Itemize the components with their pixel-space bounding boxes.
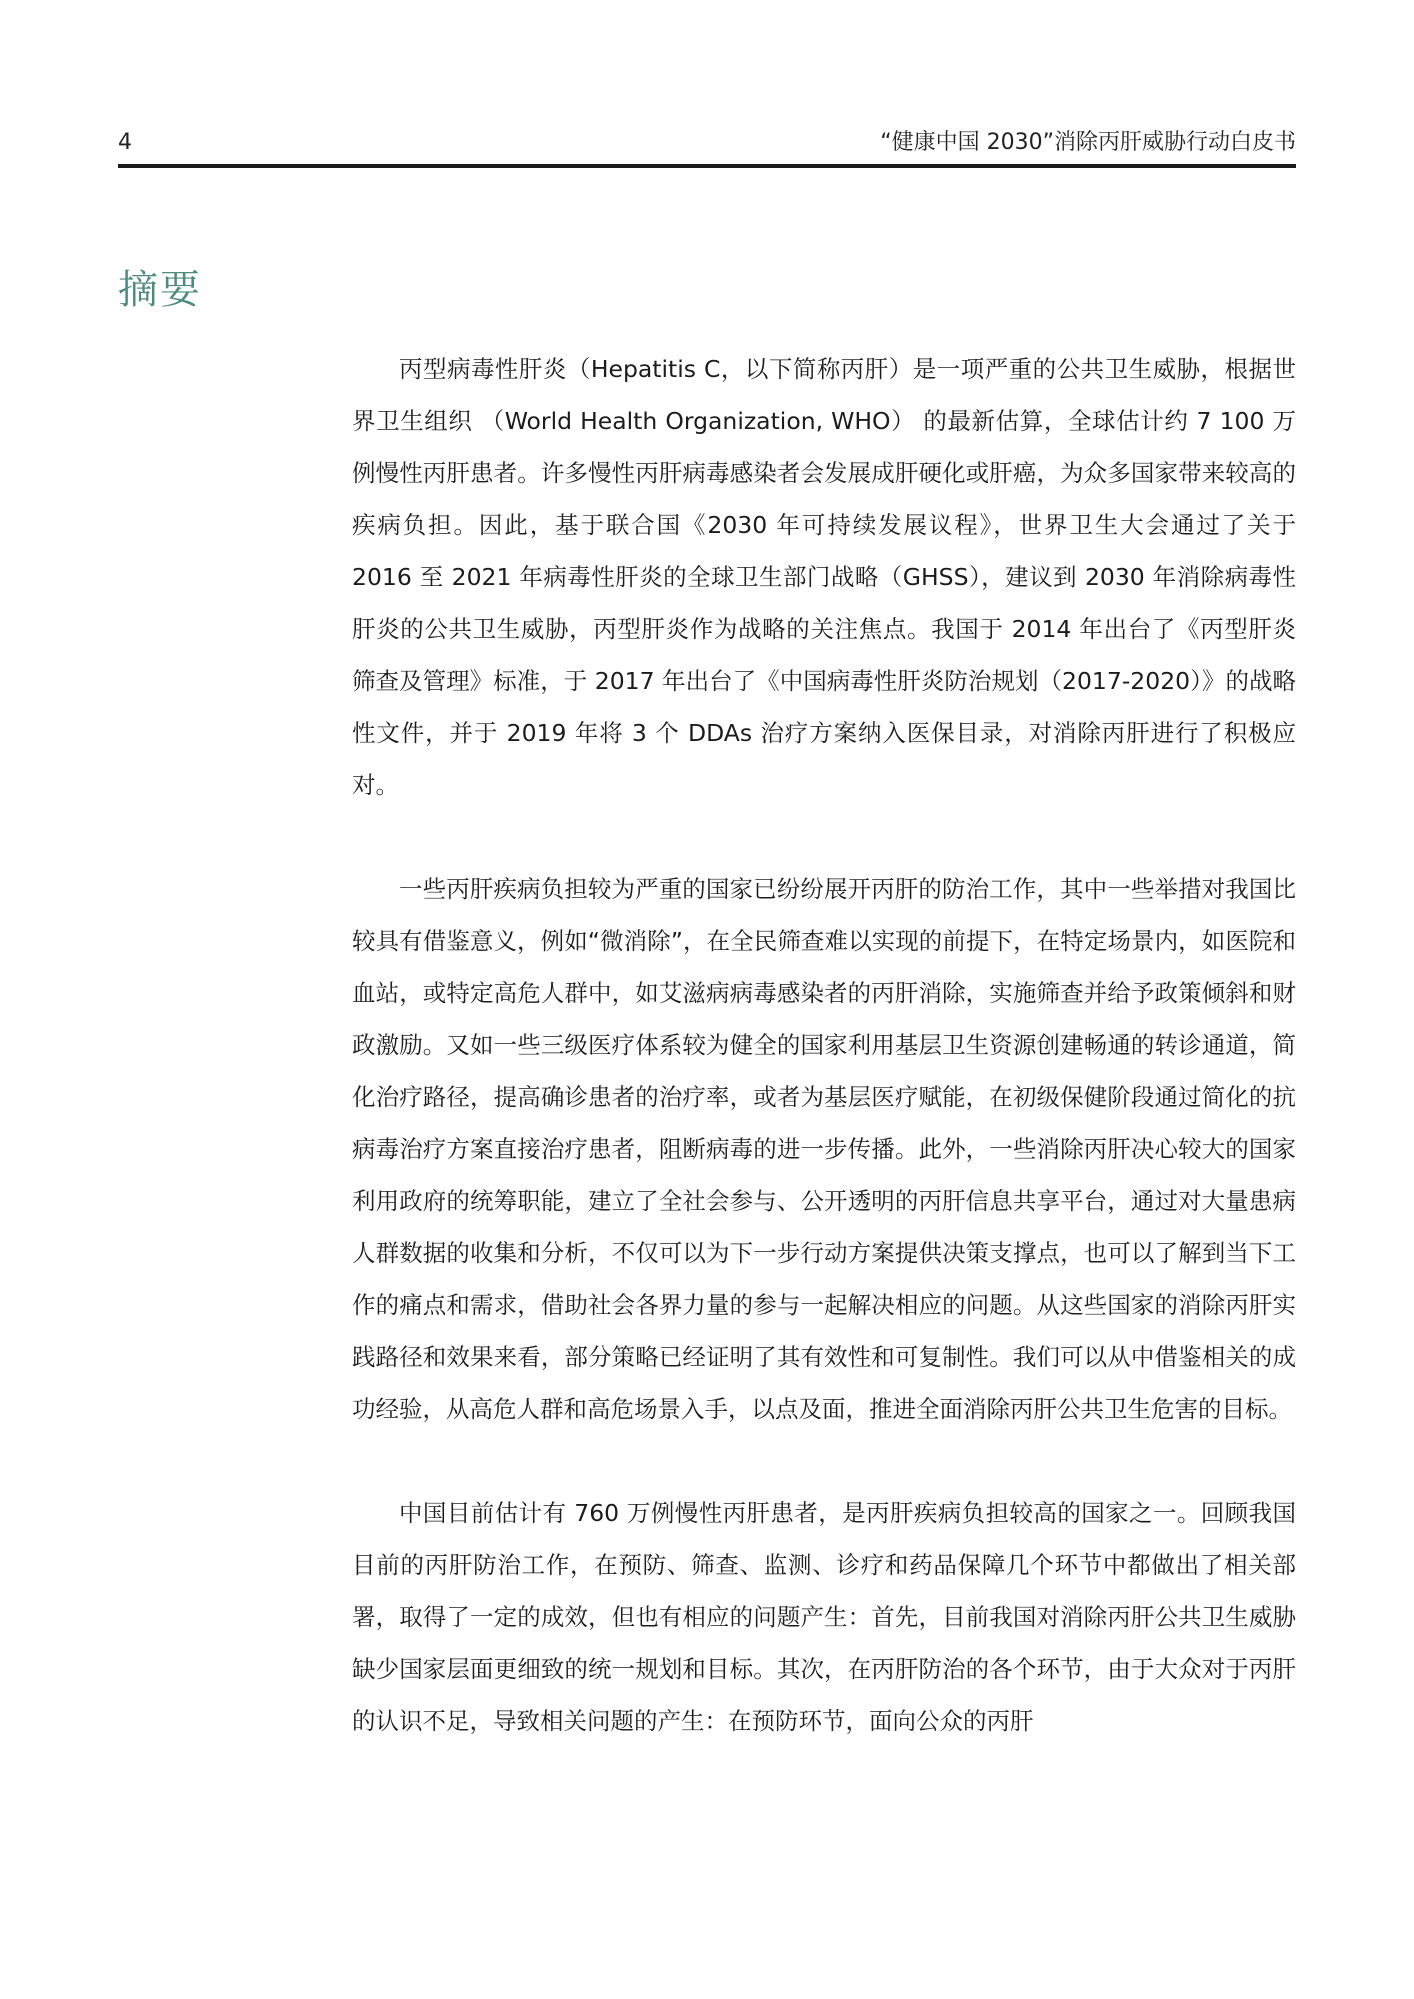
header-divider <box>118 164 1296 168</box>
running-title: “健康中国 2030”消除丙肝威胁行动白皮书 <box>880 130 1296 155</box>
paragraph-1: 丙型病毒性肝炎（Hepatitis C，以下简称丙肝）是一项严重的公共卫生威胁，根据世界卫生组织 （World Health Organization, WHO） 的最新估算，全球估计约 7 100 万例慢性丙肝患者。许多慢性丙肝病毒感染者会发展成肝硬化或肝癌，为众多国家带来较高的疾病负担。因此，基于联合国《2030 年可持续发展议程》，世界卫生大会通过了关于 2016 至 2021 年病毒性肝炎的全球卫生部门战略（GHSS），建议到 2030 年消除病毒性肝炎的公共卫生威胁，丙型肝炎作为战略的关注焦点。我国于 2014 年出台了《丙型肝炎筛查及管理》标准，于 2017 年出台了《中国病毒性肝炎防治规划（2017-2020）》的战略性文件，并于 2019 年将 3 个 DDAs 治疗方案纳入医保目录，对消除丙肝进行了积极应对。 <box>352 355 1296 799</box>
section-title: 摘要 <box>118 267 202 313</box>
paragraph-3: 中国目前估计有 760 万例慢性丙肝患者，是丙肝疾病负担较高的国家之一。回顾我国目前的丙肝防治工作，在预防、筛查、监测、诊疗和药品保障几个环节中都做出了相关部署，取得了一定的成效，但也有相应的问题产生：首先，目前我国对消除丙肝公共卫生威胁缺少国家层面更细致的统一规划和目标。其次，在丙肝防治的各个环节，由于大众对于丙肝的认识不足，导致相关问题的产生：在预防环节，面向公众的丙肝 <box>352 1499 1296 1735</box>
paragraph-2: 一些丙肝疾病负担较为严重的国家已纷纷展开丙肝的防治工作，其中一些举措对我国比较具有借鉴意义，例如“微消除”，在全民筛查难以实现的前提下，在特定场景内，如医院和血站，或特定高危人群中，如艾滋病病毒感染者的丙肝消除，实施筛查并给予政策倾斜和财政激励。又如一些三级医疗体系较为健全的国家利用基层卫生资源创建畅通的转诊通道，简化治疗路径，提高确诊患者的治疗率，或者为基层医疗赋能，在初级保健阶段通过简化的抗病毒治疗方案直接治疗患者，阻断病毒的进一步传播。此外，一些消除丙肝决心较大的国家利用政府的统筹职能，建立了全社会参与、公开透明的丙肝信息共享平台，通过对大量患病人群数据的收集和分析，不仅可以为下一步行动方案提供决策支撑点，也可以了解到当下工作的痛点和需求，借助社会各界力量的参与一起解决相应的问题。从这些国家的消除丙肝实践路径和效果来看，部分策略已经证明了其有效性和可复制性。我们可以从中借鉴相关的成功经验，从高危人群和高危场景入手，以点及面，推进全面消除丙肝公共卫生危害的目标。 <box>352 875 1296 1423</box>
body-text <box>352 343 1296 1799</box>
page-header <box>118 128 1296 168</box>
page-number: 4 <box>118 130 132 155</box>
